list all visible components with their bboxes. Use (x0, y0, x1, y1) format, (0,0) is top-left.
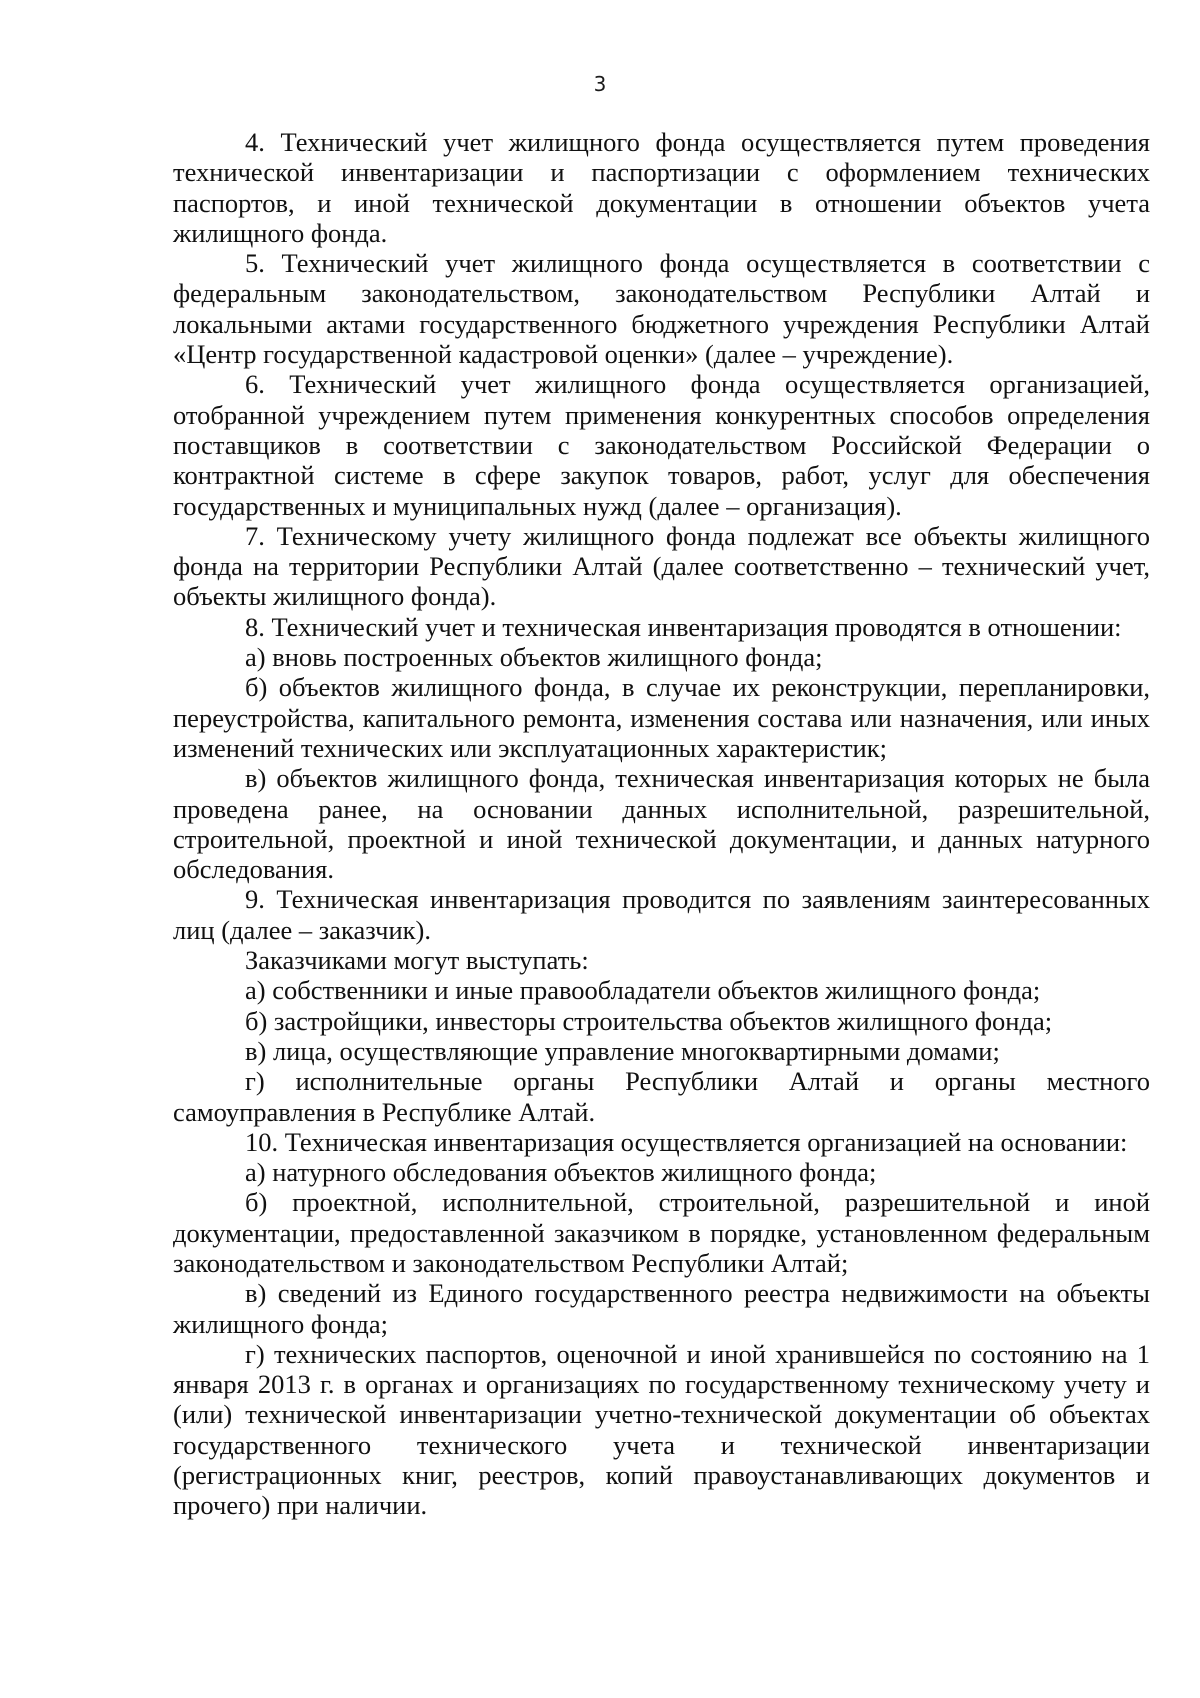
paragraph-9-item-a: а) собственники и иные правообладатели объектов жилищного фонда; (245, 975, 1041, 1006)
paragraph-10-item-b: б) проектной, исполнительной, строительной, разрешительной и иной документации, предоставленной заказчиком в порядке, установленном федеральным законодательством и законодательством Республики Алтай; (173, 1187, 1150, 1278)
paragraph-5: 5. Технический учет жилищного фонда осуществляется в соответствии с федеральным законодательством, законодательством Республики Алтай и локальными актами государственного бюджетного учреждения Республики Алтай «Центр государственной кадастровой оценки» (далее – учреждение). (173, 248, 1150, 370)
paragraph-10: 10. Техническая инвентаризация осуществляется организацией на основании: (245, 1126, 1128, 1157)
paragraph-9-item-g: г) исполнительные органы Республики Алтай и органы местного самоуправления в Республике Алтай. (173, 1066, 1150, 1127)
paragraph-9-item-b: б) застройщики, инвесторы строительства объектов жилищного фонда; (245, 1005, 1053, 1036)
paragraph-10-item-a: а) натурного обследования объектов жилищного фонда; (245, 1157, 877, 1188)
paragraph-8-item-b: б) объектов жилищного фонда, в случае их реконструкции, перепланировки, переустройства, капитального ремонта, изменения состава или назначения, или иных изменений технических или эксплуатационных характеристик; (173, 672, 1150, 763)
paragraph-8: 8. Технический учет и техническая инвентаризация проводятся в отношении: (245, 611, 1122, 642)
document-body (173, 127, 1150, 1521)
paragraph-9-intro: Заказчиками могут выступать: (245, 945, 589, 976)
paragraph-9-item-v: в) лица, осуществляющие управление многоквартирными домами; (245, 1035, 1000, 1066)
paragraph-7: 7. Техническому учету жилищного фонда подлежат все объекты жилищного фонда на территории Республики Алтай (далее соответственно – технический учет, объекты жилищного фонда). (173, 520, 1150, 612)
paragraph-6: 6. Технический учет жилищного фонда осуществляется организацией, отобранной учреждением путем применения конкурентных способов определения поставщиков в соответствии с законодательством Российской Федерации о контрактной системе в сфере закупок товаров, работ, услуг для обеспечения государственных и муниципальных нужд (далее – организация). (173, 369, 1150, 521)
paragraph-9: 9. Техническая инвентаризация проводится по заявлениям заинтересованных лиц (далее – заказчик). (173, 884, 1150, 945)
paragraph-8-item-a: а) вновь построенных объектов жилищного фонда; (245, 642, 823, 673)
paragraph-10-item-g: г) технических паспортов, оценочной и иной хранившейся по состоянию на 1 января 2013 г. в органах и организациях по государственному техническому учету и (или) технической инвентаризации учетно-технической документации об объектах государственного технического учета и технической инвентаризации (регистрационных книг, реестров, копий правоустанавливающих документов и прочего) при наличии. (173, 1338, 1150, 1521)
paragraph-4: 4. Технический учет жилищного фонда осуществляется путем проведения технической инвентаризации и паспортизации с оформлением технических паспортов, и иной технической документации в отношении объектов учета жилищного фонда. (173, 127, 1150, 248)
paragraph-10-item-v: в) сведений из Единого государственного реестра недвижимости на объекты жилищного фонда; (173, 1278, 1150, 1339)
paragraph-8-item-v: в) объектов жилищного фонда, техническая инвентаризация которых не была проведена ранее, на основании данных исполнительной, разрешительной, строительной, проектной и иной технической документации, и данных натурного обследования. (173, 763, 1150, 885)
page-number: 3 (593, 72, 607, 96)
